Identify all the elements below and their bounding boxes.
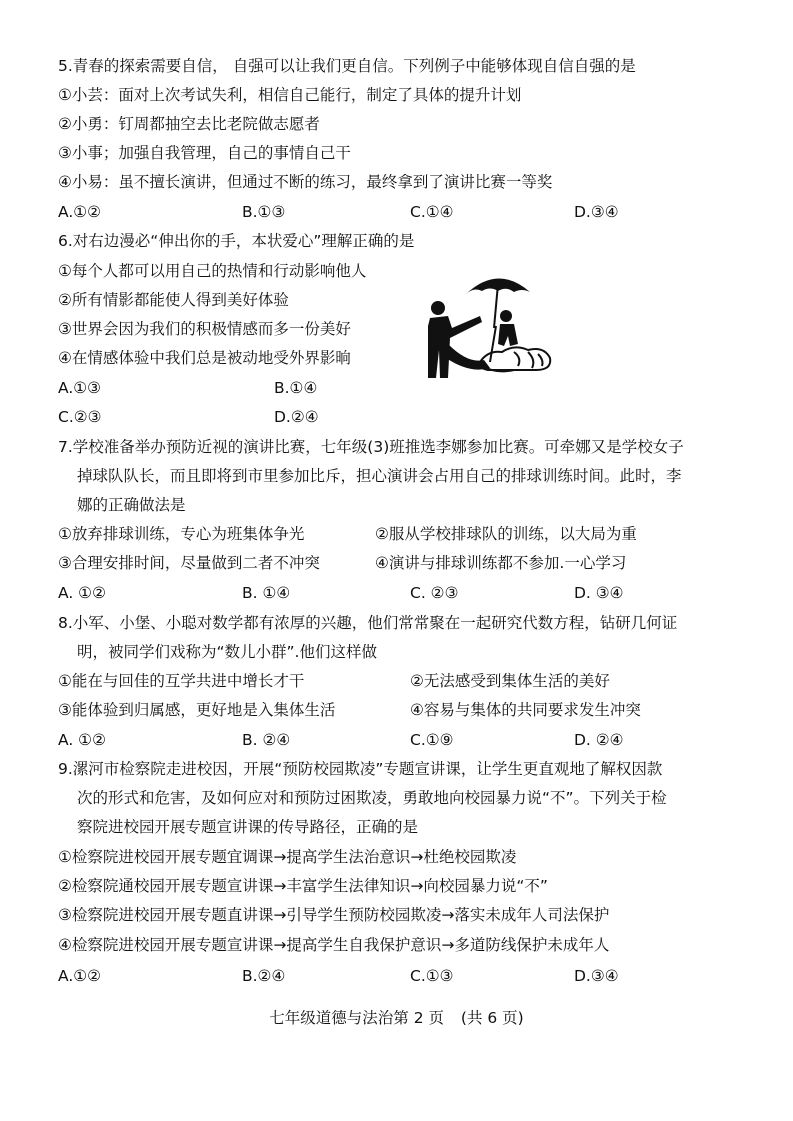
question-9-item-2: ②检察院通校园开展专题宣讲课→丰富学生法律知识→向校园暴力说“不” — [58, 877, 548, 895]
question-7-option-b: B. ①④ — [242, 584, 291, 602]
question-7-item-1: ①放弃排球训练，专心为班集体争光 — [58, 525, 305, 543]
question-8-option-c: C.①⑨ — [410, 731, 454, 749]
question-8-item-4: ④容易与集体的共同要求发生冲突 — [410, 701, 641, 719]
question-5-option-d: D.③④ — [574, 203, 619, 221]
question-9-option-b: B.②④ — [242, 967, 286, 985]
question-8-item-1: ①能在与回佳的互学共进中增长才干 — [58, 672, 305, 690]
question-7-option-d: D. ③④ — [574, 584, 624, 602]
question-7-stem-line-2: 掉球队队长，而且即将到市里参加比斥，担心演讲会占用自己的排球训练时间。此时，李 — [77, 467, 682, 485]
question-5-item-1: ①小芸：面对上次考试失利，相信自己能行，制定了具体的提升计划 — [58, 86, 522, 104]
question-8-option-a: A. ①② — [58, 731, 106, 749]
question-9-stem-line-3: 察院进校园开展专题宣讲课的传导路径，正确的是 — [77, 818, 419, 836]
question-7-option-a: A. ①② — [58, 584, 106, 602]
question-6-item-2: ②所有情影都能使人得到美好体验 — [58, 291, 289, 309]
question-7-stem-line-1: 7.学校准备举办预防近视的演讲比赛，七年级(3)班推选李娜参加比赛。可牵娜又是学校女子 — [58, 438, 684, 456]
question-7-stem-line-3: 娜的正确做法是 — [77, 496, 186, 514]
question-7-option-c: C. ②③ — [410, 584, 459, 602]
umbrella-cartoon-icon — [418, 266, 558, 384]
question-6-option-a: A.①③ — [58, 379, 102, 397]
question-8-item-2: ②无法感受到集体生活的美好 — [410, 672, 610, 690]
question-8-stem-line-1: 8.小军、小堡、小聪对数学都有浓厚的兴趣，他们常常聚在一起研究代数方程，钻研几何证 — [58, 614, 678, 632]
question-7-item-3: ③合理安排时间，尽量做到二者不冲突 — [58, 554, 320, 572]
question-9-option-a: A.①② — [58, 967, 102, 985]
question-8-stem-line-2: 明，被同学们戏称为“数儿小群”.他们这样做 — [77, 643, 377, 661]
question-6-option-b: B.①④ — [274, 379, 318, 397]
question-9-item-1: ①检察院进校园开展专题宜调课→提高学生法治意识→杜绝校园欺凌 — [58, 848, 517, 866]
question-5-item-4: ④小易：虽不擅长演讲，但通过不断的练习，最终拿到了演讲比赛一等奖 — [58, 173, 553, 191]
question-9-stem-line-1: 9.漯河市检察院走进校因，开展“预防校园欺凌”专题宣讲课，让学生更直观地了解权因款 — [58, 760, 663, 778]
question-7-item-4: ④演讲与排球训练都不参加.一心学习 — [375, 554, 627, 572]
question-6-item-4: ④在情感体验中我们总是被动地受外界影晌 — [58, 349, 351, 367]
question-6-option-d: D.②④ — [274, 408, 319, 426]
question-8-option-d: D. ②④ — [574, 731, 624, 749]
page-footer — [0, 1006, 793, 1028]
question-8-option-b: B. ②④ — [242, 731, 291, 749]
question-5-item-2: ②小勇：钉周都抽空去比老院做志愿者 — [58, 115, 320, 133]
question-9-stem-line-2: 次的形式和危害，及如何应对和预防过困欺凌，勇敢地向校园暴力说“不”。下列关于检 — [77, 789, 667, 807]
question-5-item-3: ③小事；加强自我管理，自己的事情自己干 — [58, 144, 351, 162]
question-7-item-2: ②服从学校排球队的训练，以大局为重 — [375, 525, 637, 543]
question-9-item-3: ③检察院进校园开展专题直讲课→引导学生预防校园欺凌→落实未成年人司法保护 — [58, 906, 610, 924]
question-6-option-c: C.②③ — [58, 408, 102, 426]
question-8-item-3: ③能体验到归属感，更好地是入集体生活 — [58, 701, 336, 719]
question-6-item-1: ①每个人都可以用自己的热情和行动影响他人 — [58, 262, 367, 280]
question-9-option-d: D.③④ — [574, 967, 619, 985]
question-5-option-c: C.①④ — [410, 203, 454, 221]
question-9-item-4: ④检察院进校园开展专题宣讲课→提高学生自我保护意识→多道防线保护未成年人 — [58, 936, 610, 954]
question-6-item-3: ③世界会因为我们的积极情感而多一份美好 — [58, 320, 351, 338]
footer-total-pages: (共 6 页) — [460, 1009, 524, 1027]
question-5-option-a: A.①② — [58, 203, 102, 221]
question-6-stem: 6.对右边漫必“伸出你的手，本状爱心”理解正确的是 — [58, 232, 415, 250]
footer-page-number: 七年级道德与法治第 2 页 — [269, 1009, 444, 1027]
question-5-stem: 5.青春的探索需要自信， 自强可以让我们更自信。下列例子中能够体现自信自强的是 — [58, 57, 636, 75]
question-9-option-c: C.①③ — [410, 967, 454, 985]
question-5-option-b: B.①③ — [242, 203, 286, 221]
